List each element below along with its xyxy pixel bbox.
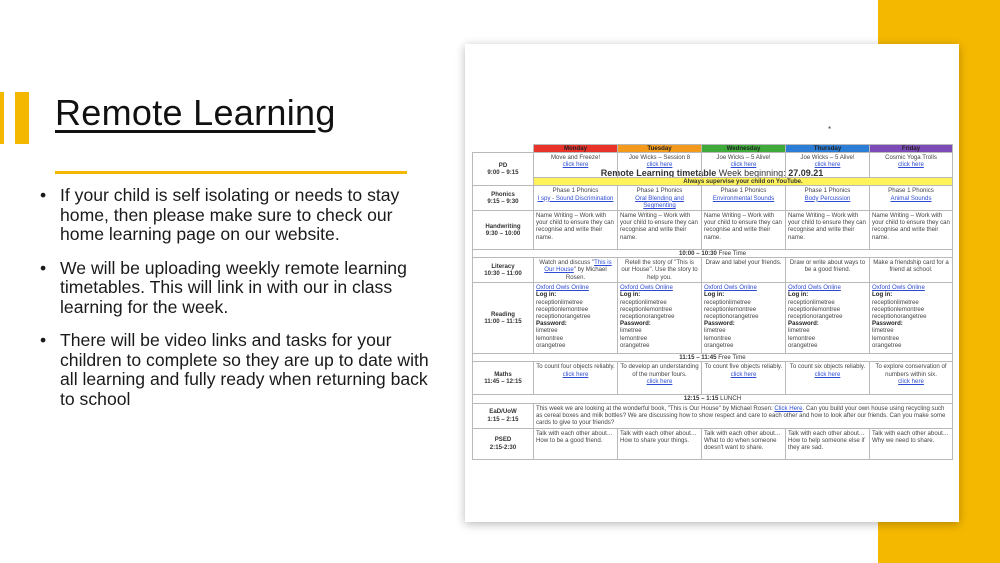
table-cell: Name Writing – Work with your child to ensure they can recognise and write their name. (870, 211, 953, 250)
corner-mark: * (828, 125, 832, 134)
table-cell (534, 283, 618, 354)
table-cell: Talk with each other about… How to share your things. (618, 428, 702, 459)
table-cell: Name Writing – Work with your child to ensure they can recognise and write their name. (786, 211, 870, 250)
table-cell (702, 283, 786, 354)
timetable-title: Remote Learning timetable (600, 168, 717, 178)
table-cell: Name Writing – Work with your child to ensure they can recognise and write their name. (534, 211, 618, 250)
login-value: receptionlimetree (872, 298, 919, 306)
password-value: orangetree (620, 341, 650, 349)
password-value: lemontree (620, 334, 648, 342)
login-value: receptionlimetree (620, 298, 667, 306)
table-cell: Name Writing – Work with your child to ensure they can recognise and write their name. (702, 211, 786, 250)
password-label: Password: (536, 320, 567, 328)
login-value: receptionlimetree (536, 298, 583, 306)
table-cell: Talk with each other about… Why we need to share. (870, 428, 953, 459)
table-cell: This week we are looking at the wonderful book, "This is Our House" by Michael Rosen: Click Here. Can you build your own house using recycling such as cereal boxes and milk bottles? We are discussing how to show respect and care to each other and how to look after our friends. Can you make some cards to give to your friends? (534, 403, 953, 428)
table-row (473, 178, 953, 186)
oxford-owls-link[interactable]: Oxford Owls Online (536, 284, 589, 292)
timetable-table (472, 144, 953, 460)
row-label: Maths 11:45 – 12:15 (473, 362, 534, 395)
login-value: receptionlimetree (788, 298, 835, 306)
password-value: orangetree (704, 341, 734, 349)
oxford-owls-link[interactable]: Oxford Owls Online (704, 284, 757, 292)
table-cell: Watch and discuss "This is Our House" by Michael Rosen. (534, 258, 618, 283)
login-label: Log in: (704, 291, 725, 299)
table-cell: Talk with each other about… How to be a good friend. (534, 428, 618, 459)
login-value: receptionlemontree (704, 305, 757, 313)
table-cell: Talk with each other about… How to help someone else if they are sad. (786, 428, 870, 459)
phonics-link[interactable]: Body Percussion (804, 194, 851, 202)
table-cell (870, 283, 953, 354)
password-value: limetree (788, 327, 810, 335)
oxford-owls-link[interactable]: Oxford Owls Online (788, 284, 841, 292)
login-value: receptionlimetree (704, 298, 751, 306)
table-row (473, 283, 953, 354)
oxford-owls-link[interactable]: Oxford Owls Online (872, 284, 925, 292)
login-value: receptionorangetree (620, 313, 675, 321)
click-here-link[interactable]: click here (730, 161, 757, 169)
day-header: Monday (534, 145, 618, 153)
password-label: Password: (788, 320, 819, 328)
week-label: Week beginning: (718, 168, 786, 178)
story-link[interactable]: This is Our House (544, 259, 612, 274)
login-value: receptionorangetree (788, 313, 843, 321)
login-label: Log in: (872, 291, 893, 299)
phonics-link[interactable]: I spy - Sound Discrimination (537, 194, 614, 202)
table-cell: Move and Freeze! click here (534, 153, 618, 178)
table-cell: Cosmic Yoga Trolls click here (870, 153, 953, 178)
day-header: Thursday (786, 145, 870, 153)
click-here-link[interactable]: Click Here (774, 404, 803, 412)
table-cell: Phase 1 Phonics Environmental Sounds (702, 186, 786, 211)
login-value: receptionlemontree (536, 305, 589, 313)
click-here-link[interactable]: click here (646, 161, 673, 169)
left-accent-bar-thin (0, 92, 4, 144)
table-cell: Make a friendship card for a friend at school. (870, 258, 953, 283)
click-here-link[interactable]: click here (562, 161, 589, 169)
table-row (473, 354, 953, 362)
table-cell: Phase 1 Phonics Oral Blending and Segmenting (618, 186, 702, 211)
day-header: Tuesday (618, 145, 702, 153)
login-value: receptionlemontree (872, 305, 925, 313)
left-accent-bar-thick (15, 92, 29, 144)
login-label: Log in: (620, 291, 641, 299)
table-cell: Talk with each other about… What to do when someone doesn't want to share. (702, 428, 786, 459)
table-cell (618, 283, 702, 354)
password-value: limetree (704, 327, 726, 335)
password-label: Password: (872, 320, 903, 328)
table-cell: To count six objects reliably. click here (786, 362, 870, 395)
row-label: Phonics 9:15 – 9:30 (473, 186, 534, 211)
password-value: lemontree (872, 334, 900, 342)
bullet-item: • There will be video links and tasks for your children to complete so they are up to date with all learning and fully ready when returning back to school (40, 331, 432, 409)
table-cell (786, 283, 870, 354)
login-value: receptionorangetree (536, 313, 591, 321)
password-value: limetree (620, 327, 642, 335)
break-band: 11:15 – 11:45 Free Time (473, 354, 953, 362)
table-cell: Phase 1 Phonics Animal Sounds (870, 186, 953, 211)
row-label: Literacy 10:30 – 11:00 (473, 258, 534, 283)
click-here-link[interactable]: click here (730, 370, 757, 378)
password-value: orangetree (872, 341, 902, 349)
table-row (473, 395, 953, 403)
table-cell: Retell the story of "This is our House". Use the story to help you. (618, 258, 702, 283)
table-cell: To count five objects reliably. click here (702, 362, 786, 395)
row-label: PD 9:00 – 9:15 (473, 153, 534, 186)
phonics-link[interactable]: Oral Blending and Segmenting (635, 194, 684, 209)
login-value: receptionorangetree (872, 313, 927, 321)
click-here-link[interactable]: click here (898, 377, 924, 385)
day-header: Wednesday (702, 145, 786, 153)
row-label: PSED 2:15-2:30 (473, 428, 534, 459)
table-row (473, 211, 953, 250)
slide-title: Remote Learning (55, 92, 336, 133)
login-label: Log in: (536, 291, 557, 299)
row-label: EaD/UoW 1:15 – 2:15 (473, 403, 534, 428)
click-here-link[interactable]: click here (562, 370, 589, 378)
password-value: lemontree (536, 334, 564, 342)
table-row (473, 403, 953, 428)
table-cell: Draw or write about ways to be a good friend. (786, 258, 870, 283)
phonics-link[interactable]: Animal Sounds (890, 194, 932, 202)
login-label: Log in: (788, 291, 809, 299)
table-cell: To develop an understanding of the number fours. click here (618, 362, 702, 395)
table-cell: Joe Wicks – 5 Alive! click here (786, 153, 870, 178)
click-here-link[interactable]: click here (646, 377, 673, 385)
table-cell: Joe Wicks – Session 8 click here (618, 153, 702, 178)
day-header: Friday (870, 145, 953, 153)
row-label: Handwriting 9:30 – 10:00 (473, 211, 534, 250)
login-value: receptionlemontree (788, 305, 841, 313)
table-row (473, 258, 953, 283)
day-header-row (473, 145, 953, 153)
table-row (473, 250, 953, 258)
week-date: 27.09.21 (788, 168, 824, 178)
row-label: Reading 11:00 – 11:15 (473, 283, 534, 354)
click-here-link[interactable]: click here (898, 161, 924, 169)
oxford-owls-link[interactable]: Oxford Owls Online (620, 284, 673, 292)
password-value: lemontree (788, 334, 816, 342)
lunch-band: 12:15 – 1:15 LUNCH (473, 395, 953, 403)
password-value: orangetree (536, 341, 566, 349)
click-here-link[interactable]: click here (814, 161, 841, 169)
bullet-item: • We will be uploading weekly remote learning timetables. This will link in with our in class learning for the week. (40, 259, 432, 318)
password-value: orangetree (788, 341, 818, 349)
password-label: Password: (704, 320, 735, 328)
bullet-list (40, 186, 432, 423)
table-row (473, 153, 953, 178)
bullet-item: • If your child is self isolating or needs to stay home, then please make sure to check our home learning page on our website. (40, 186, 432, 245)
table-cell: Name Writing – Work with your child to ensure they can recognise and write their name. (618, 211, 702, 250)
break-band: 10:00 – 10:30 Free Time (473, 250, 953, 258)
table-row (473, 362, 953, 395)
table-row (473, 186, 953, 211)
table-cell: Draw and label your friends. (702, 258, 786, 283)
password-label: Password: (620, 320, 651, 328)
table-cell: Phase 1 Phonics I spy - Sound Discrimination (534, 186, 618, 211)
login-value: receptionorangetree (704, 313, 759, 321)
table-row (473, 428, 953, 459)
table-cell: To count four objects reliably. click here (534, 362, 618, 395)
table-cell: Phase 1 Phonics Body Percussion (786, 186, 870, 211)
click-here-link[interactable]: click here (814, 370, 841, 378)
supervise-banner: Always supervise your child on YouTube. (534, 178, 953, 186)
phonics-link[interactable]: Environmental Sounds (712, 194, 775, 202)
table-cell: To explore conservation of numbers within six. click here (870, 362, 953, 395)
title-underline-rule (55, 171, 407, 174)
password-value: limetree (536, 327, 558, 335)
table-cell: Joe Wicks – 5 Alive! click here (702, 153, 786, 178)
password-value: limetree (872, 327, 894, 335)
login-value: receptionlemontree (620, 305, 673, 313)
password-value: lemontree (704, 334, 732, 342)
